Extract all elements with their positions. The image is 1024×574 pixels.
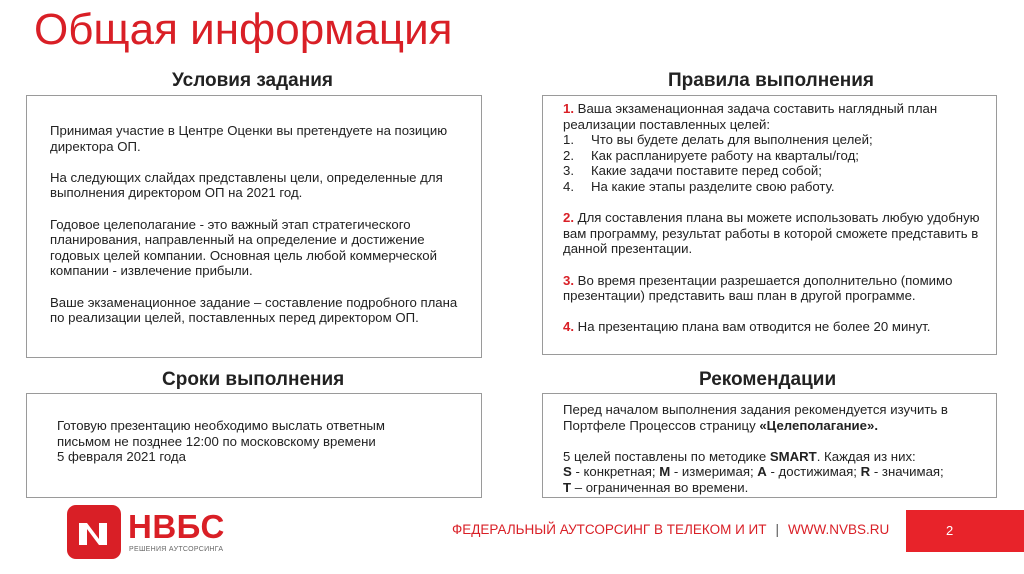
brand-subtitle: РЕШЕНИЯ АУТСОРСИНГА xyxy=(129,546,224,553)
rule-4-text: На презентацию плана вам отводится не более 20 минут. xyxy=(577,319,931,335)
deadlines-line-1: Готовую презентацию необходимо выслать ответным xyxy=(57,418,385,433)
page-title: Общая информация xyxy=(34,5,453,54)
conditions-text xyxy=(50,123,475,326)
rule-2-number: 2. xyxy=(563,210,574,226)
rule-3-text: Во время презентации разрешается дополнительно (помимо презентации) представить ваш план в другой программе. xyxy=(563,272,953,304)
conditions-p1: Принимая участие в Центре Оценки вы претендуете на позицию директора ОП. xyxy=(50,123,448,154)
recommendations-link: «Целеполагание». xyxy=(759,417,878,433)
conditions-p4: Ваше экзаменационное задание – составление подробного плана по реализации целей, поставленных перед директором ОП. xyxy=(50,294,458,326)
conditions-heading: Условия задания xyxy=(172,70,333,91)
conditions-p2: На следующих слайдах представлены цели, определенные для выполнения директором ОП на 2021 год. xyxy=(50,169,443,201)
footer-text xyxy=(452,522,889,537)
recommendations-text: Перед началом выполнения задания рекомендуется изучить в Портфеле Процессов страницу «Целеполагание». 5 целей поставлены по методике SMART. Каждая из них: S - конкретная; M - измеримая; A - достижимая; R - значимая; T – ограниченная во времени. xyxy=(563,402,948,495)
rule-3-number: 3. xyxy=(563,272,574,288)
rules-text xyxy=(563,101,983,335)
deadlines-text xyxy=(57,418,467,465)
deadlines-heading: Сроки выполнения xyxy=(162,369,345,390)
rule-4-number: 4. xyxy=(563,319,574,335)
page-number-tab xyxy=(906,510,1024,552)
page-number: 2 xyxy=(946,523,954,538)
list-item: 3. Какие задачи поставите перед собой; xyxy=(563,163,822,179)
conditions-p3: Годовое целеполагание - это важный этап стратегического планирования, направленный на определение и достижение годовых целей компании. Основная цель любой коммерческой компании - извлечение прибыли. xyxy=(50,216,437,279)
smart-label: SMART xyxy=(769,448,817,464)
rule-2-text: Для составления плана вы можете использовать любую удобную вам программу, результат работы в которой сможете представить в данной презентации. xyxy=(563,210,980,257)
rule-1-sublist xyxy=(563,132,983,194)
company-logo-icon xyxy=(67,505,121,559)
list-item: 2. Как распланируете работу на кварталы/год; xyxy=(563,147,859,163)
footer-tagline: ФЕДЕРАЛЬНЫЙ АУТСОРСИНГ В ТЕЛЕКОМ И ИТ xyxy=(452,522,767,537)
deadlines-line-3: 5 февраля 2021 года xyxy=(57,449,186,465)
list-item: 1. Что вы будете делать для выполнения целей; xyxy=(563,132,873,148)
list-item: 4. На какие этапы разделите свою работу. xyxy=(563,178,835,194)
brand-name: НВБС xyxy=(128,508,225,545)
deadlines-line-2: письмом не позднее 12:00 по московскому времени xyxy=(57,433,376,449)
footer-separator: | xyxy=(775,522,779,537)
rules-heading: Правила выполнения xyxy=(668,70,874,91)
rule-1-number: 1. xyxy=(563,101,574,116)
rule-1-text: Ваша экзаменационная задача составить наглядный план реализации поставленных целей: xyxy=(563,101,938,132)
footer-site-link[interactable]: WWW.NVBS.RU xyxy=(788,522,890,537)
recommendations-heading: Рекомендации xyxy=(699,369,837,390)
recommendations-text-1: Перед началом выполнения задания рекомендуется изучить в Портфеле Процессов страницу xyxy=(563,402,948,433)
